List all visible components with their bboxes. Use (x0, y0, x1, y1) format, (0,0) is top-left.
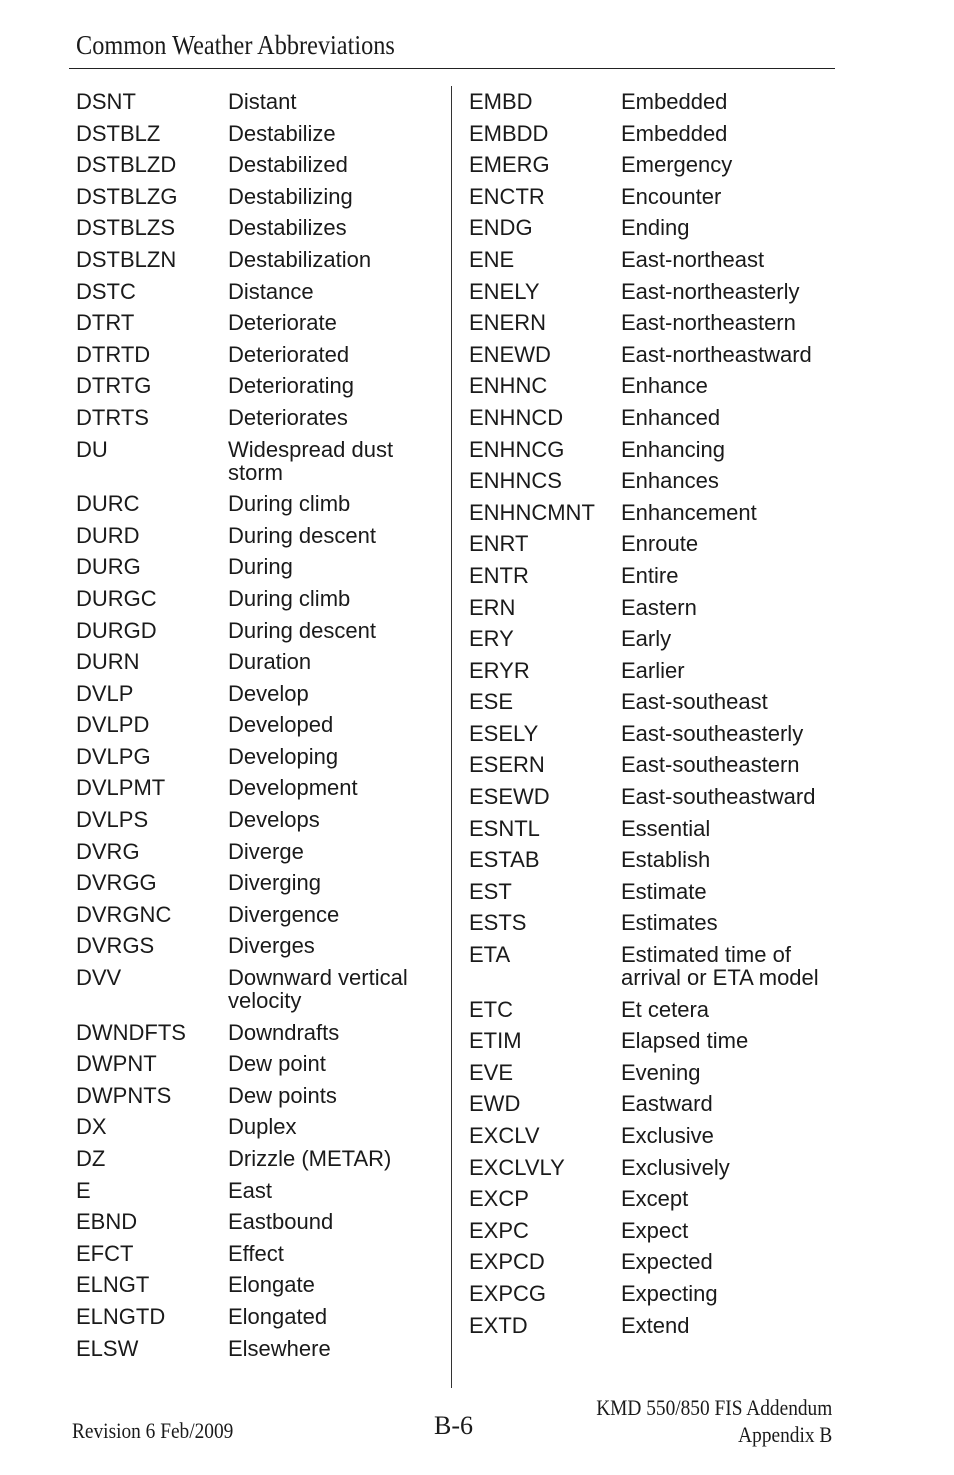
abbreviation-entry (76, 1111, 446, 1143)
abbreviation: EXCLV (469, 1123, 540, 1148)
abbreviation-entry (469, 497, 829, 529)
abbreviation-column-right (469, 86, 829, 1341)
abbreviation: EXPCG (469, 1280, 547, 1306)
abbreviation: DVLPMT (76, 775, 166, 801)
definition: Developing (228, 743, 339, 769)
abbreviation: EXCLVLY (469, 1154, 565, 1180)
abbreviation-entry (469, 876, 829, 908)
definition: Estimates (621, 910, 718, 936)
abbreviation-entry (469, 370, 829, 402)
abbreviation-entry (469, 1088, 829, 1120)
abbreviation: ERYR (469, 657, 530, 683)
abbreviation: ELNGTD (76, 1303, 166, 1329)
definition: Enhanced (621, 404, 721, 430)
definition: Expect (621, 1217, 689, 1243)
definition: Et cetera (621, 996, 710, 1022)
definition: Development (228, 775, 358, 801)
abbreviation: DURG (76, 554, 141, 580)
abbreviation: DU (76, 436, 108, 462)
abbreviation: EXPC (469, 1217, 529, 1243)
abbreviation-entry (76, 339, 446, 371)
definition: Widespread dust storm (228, 436, 394, 485)
definition: Encounter (621, 183, 722, 209)
abbreviation: DURN (76, 649, 140, 675)
abbreviation: DTRTD (76, 341, 151, 367)
definition: Evening (621, 1059, 701, 1085)
definition: Expected (621, 1249, 713, 1275)
definition: Distant (228, 89, 297, 114)
abbreviation-entry (76, 488, 446, 520)
abbreviation: ENTR (469, 562, 529, 588)
abbreviation: ENCTR (469, 183, 545, 209)
page-title: Common Weather Abbreviations (76, 30, 395, 60)
definition: Enhances (621, 468, 719, 494)
definition: Enhance (621, 373, 708, 399)
abbreviation-entry (76, 772, 446, 804)
abbreviation-entry (76, 1269, 446, 1301)
definition: During descent (228, 522, 376, 548)
abbreviation: ESE (469, 689, 514, 715)
abbreviation: DVRGNC (76, 901, 172, 927)
abbreviation-entry (469, 86, 829, 118)
abbreviation-entry (469, 1152, 829, 1184)
definition: East-northeastern (621, 310, 796, 336)
abbreviation: DVLP (76, 680, 134, 706)
abbreviation: ETIM (469, 1028, 522, 1054)
abbreviation-entry (469, 844, 829, 876)
abbreviation-entry (469, 1215, 829, 1247)
abbreviation-entry (469, 686, 829, 718)
abbreviation-entry (469, 339, 829, 371)
abbreviation: EXTD (469, 1312, 528, 1338)
abbreviation: DVRG (76, 838, 140, 864)
definition: Downward vertical velocity (228, 965, 408, 1014)
definition: Develops (228, 807, 320, 833)
definition: Estimated time of arrival or ETA model (621, 942, 819, 991)
abbreviation-entry (76, 551, 446, 583)
abbreviation: DTRTG (76, 373, 152, 399)
abbreviation: DX (76, 1114, 107, 1140)
abbreviation-entry (76, 1175, 446, 1207)
abbreviation-entry (76, 402, 446, 434)
abbreviation-entry (76, 1301, 446, 1333)
revision-label: Revision 6 Feb/2009 (72, 1418, 234, 1443)
definition: East-northeast (621, 246, 765, 272)
abbreviation: DURGC (76, 585, 157, 611)
abbreviation: DSTBLZS (76, 215, 176, 241)
abbreviation-entry (76, 1080, 446, 1112)
definition: Elongated (228, 1303, 328, 1329)
definition: Developed (228, 712, 334, 738)
definition: Destabilized (228, 152, 348, 178)
definition: Enroute (621, 531, 699, 557)
abbreviation: ETC (469, 996, 513, 1022)
abbreviation-entry (76, 1206, 446, 1238)
abbreviation-entry (469, 1120, 829, 1152)
abbreviation-entry (76, 276, 446, 308)
definition: Dew points (228, 1082, 337, 1108)
abbreviation: DSNT (76, 89, 136, 114)
definition: Essential (621, 815, 711, 841)
definition: East-northeasterly (621, 278, 800, 304)
abbreviation-entry (76, 615, 446, 647)
abbreviation-entry (76, 583, 446, 615)
abbreviation-entry (469, 149, 829, 181)
definition: Estimate (621, 878, 707, 904)
abbreviation: ESERN (469, 752, 545, 778)
definition: Elongate (228, 1272, 315, 1298)
abbreviation-entry (469, 1183, 829, 1215)
abbreviation: EWD (469, 1091, 521, 1117)
abbreviation-entry (76, 307, 446, 339)
abbreviation-entry (76, 212, 446, 244)
abbreviation-entry (469, 749, 829, 781)
abbreviation: ENHNCD (469, 404, 564, 430)
abbreviation: DWNDFTS (76, 1019, 186, 1045)
abbreviation: DWPNTS (76, 1082, 172, 1108)
abbreviation-entry (469, 307, 829, 339)
abbreviation: DTRTS (76, 404, 149, 430)
definition: Elapsed time (621, 1028, 749, 1054)
abbreviation-entry (76, 646, 446, 678)
abbreviation-entry (76, 520, 446, 552)
abbreviation-entry (469, 244, 829, 276)
abbreviation-entry (76, 1017, 446, 1049)
abbreviation: DTRT (76, 310, 135, 336)
definition: Diverges (228, 933, 315, 959)
definition: Deteriorating (228, 373, 354, 399)
abbreviation-entry (469, 1246, 829, 1278)
abbreviation-column-left (76, 86, 446, 1364)
abbreviation-entry (469, 181, 829, 213)
definition: Establish (621, 847, 711, 873)
abbreviation: ENHNC (469, 373, 548, 399)
definition: East-southeastern (621, 752, 800, 778)
definition: Early (621, 626, 672, 652)
abbreviation-entry (469, 1025, 829, 1057)
definition: East-southeast (621, 689, 768, 715)
abbreviation-entry (469, 402, 829, 434)
abbreviation-entry (76, 1333, 446, 1365)
abbreviation-entry (469, 276, 829, 308)
definition: Diverge (228, 838, 304, 864)
definition: Eastbound (228, 1209, 334, 1235)
abbreviation: ESNTL (469, 815, 540, 841)
abbreviation: ENHNCS (469, 468, 562, 494)
definition: Extend (621, 1312, 690, 1338)
abbreviation: EFCT (76, 1240, 134, 1266)
abbreviation-entry (469, 528, 829, 560)
definition: Elsewhere (228, 1335, 331, 1361)
definition: Effect (228, 1240, 284, 1266)
abbreviation: ENDG (469, 215, 533, 241)
definition: Diverging (228, 870, 321, 896)
abbreviation: ESEWD (469, 784, 550, 810)
abbreviation: DVRGS (76, 933, 155, 959)
abbreviation: ERN (469, 594, 516, 620)
abbreviation-entry (76, 867, 446, 899)
definition: Embedded (621, 120, 728, 146)
abbreviation-entry (76, 1048, 446, 1080)
header-divider (69, 68, 835, 69)
definition: Eastern (621, 594, 697, 620)
abbreviation: ENELY (469, 278, 540, 304)
definition: Expecting (621, 1280, 718, 1306)
document-info (596, 1394, 832, 1448)
abbreviation: EXCP (469, 1186, 529, 1212)
column-divider (451, 86, 452, 1388)
definition: Enhancing (621, 436, 725, 462)
abbreviation-entry (469, 781, 829, 813)
abbreviation: DSTBLZN (76, 246, 177, 272)
abbreviation: E (76, 1177, 91, 1203)
abbreviation: ENHNCMNT (469, 499, 595, 525)
abbreviation-entry (76, 86, 446, 118)
definition: Destabilizing (228, 183, 353, 209)
definition: Destabilization (228, 246, 372, 272)
definition: Deteriorated (228, 341, 350, 367)
abbreviation: DSTBLZD (76, 152, 177, 178)
definition: During (228, 554, 293, 580)
definition: Earlier (621, 657, 685, 683)
definition: Divergence (228, 901, 340, 927)
abbreviation: ESTS (469, 910, 527, 936)
document-title: KMD 550/850 FIS Addendum (595, 1395, 832, 1420)
definition: Dew point (228, 1051, 326, 1077)
abbreviation: DURD (76, 522, 140, 548)
page-number: B-6 (434, 1411, 473, 1440)
abbreviation: DSTC (76, 278, 136, 304)
abbreviation: ESTAB (469, 847, 540, 873)
abbreviation-entry (469, 655, 829, 687)
abbreviation-entry (76, 804, 446, 836)
abbreviation-entry (469, 939, 829, 994)
abbreviation-entry (76, 181, 446, 213)
abbreviation-entry (76, 836, 446, 868)
abbreviation-entry (76, 244, 446, 276)
definition: East (228, 1177, 273, 1203)
abbreviation-entry (76, 149, 446, 181)
definition: Eastward (621, 1091, 713, 1117)
abbreviation-entry (76, 370, 446, 402)
abbreviation-entry (469, 212, 829, 244)
abbreviation: EBND (76, 1209, 138, 1235)
abbreviation: DSTBLZ (76, 120, 161, 146)
abbreviation-entry (76, 1238, 446, 1270)
definition: Deteriorate (228, 310, 337, 336)
abbreviation-entry (469, 434, 829, 466)
definition: Duplex (228, 1114, 297, 1140)
abbreviation-entry (469, 592, 829, 624)
definition: East-southeastward (621, 784, 816, 810)
abbreviation: ETA (469, 942, 511, 968)
abbreviation: DURGD (76, 617, 157, 643)
definition: Destabilize (228, 120, 336, 146)
abbreviation: DZ (76, 1146, 106, 1171)
abbreviation: DSTBLZG (76, 183, 178, 209)
abbreviation: DURC (76, 491, 140, 517)
abbreviation: ESELY (469, 720, 539, 746)
abbreviation-entry (469, 813, 829, 845)
definition: Exclusively (621, 1154, 730, 1180)
definition: Duration (228, 649, 312, 675)
abbreviation: EMBDD (469, 120, 549, 146)
abbreviation: EMBD (469, 89, 533, 114)
abbreviation: EMERG (469, 152, 550, 178)
definition: Drizzle (METAR) (228, 1146, 392, 1171)
abbreviation: EVE (469, 1059, 514, 1085)
abbreviation-entry (76, 930, 446, 962)
abbreviation-entry (76, 118, 446, 150)
abbreviation: DVLPD (76, 712, 150, 738)
abbreviation-entry (469, 560, 829, 592)
definition: Develop (228, 680, 309, 706)
definition: East-southeasterly (621, 720, 804, 746)
abbreviation-entry (76, 678, 446, 710)
abbreviation: DVRGG (76, 870, 157, 896)
definition: Emergency (621, 152, 733, 178)
abbreviation: DWPNT (76, 1051, 157, 1077)
definition: East-northeastward (621, 341, 812, 367)
definition: Enhancement (621, 499, 757, 525)
definition: Deteriorates (228, 404, 348, 430)
definition: Entire (621, 562, 679, 588)
definition: During climb (228, 491, 351, 517)
abbreviation-entry (76, 1143, 446, 1175)
abbreviation-entry (76, 962, 446, 1017)
appendix-label: Appendix B (737, 1422, 832, 1447)
definition: Except (621, 1186, 689, 1212)
abbreviation: ERY (469, 626, 514, 652)
definition: During climb (228, 585, 351, 611)
abbreviation: EXPCD (469, 1249, 545, 1275)
abbreviation-entry (469, 718, 829, 750)
abbreviation: ENEWD (469, 341, 551, 367)
abbreviation-entry (469, 465, 829, 497)
abbreviation-entry (469, 118, 829, 150)
abbreviation-entry (76, 741, 446, 773)
definition: Downdrafts (228, 1019, 340, 1045)
abbreviation: DVV (76, 965, 122, 991)
definition: Exclusive (621, 1123, 714, 1148)
abbreviation: EST (469, 878, 512, 904)
definition: During descent (228, 617, 376, 643)
definition: Ending (621, 215, 690, 241)
definition: Distance (228, 278, 314, 304)
abbreviation-entry (76, 434, 446, 489)
definition: Destabilizes (228, 215, 347, 241)
abbreviation-entry (469, 994, 829, 1026)
abbreviation: ENHNCG (469, 436, 565, 462)
abbreviation: ELSW (76, 1335, 139, 1361)
abbreviation: DVLPG (76, 743, 151, 769)
abbreviation-entry (469, 623, 829, 655)
abbreviation-entry (469, 1057, 829, 1089)
abbreviation-entry (469, 907, 829, 939)
abbreviation: ENRT (469, 531, 529, 557)
abbreviation-entry (76, 709, 446, 741)
definition: Embedded (621, 89, 728, 114)
abbreviation-entry (469, 1310, 829, 1342)
abbreviation-entry (469, 1278, 829, 1310)
abbreviation: DVLPS (76, 807, 149, 833)
abbreviation-entry (76, 899, 446, 931)
abbreviation: ELNGT (76, 1272, 150, 1298)
abbreviation: ENERN (469, 310, 547, 336)
abbreviation: ENE (469, 246, 515, 272)
